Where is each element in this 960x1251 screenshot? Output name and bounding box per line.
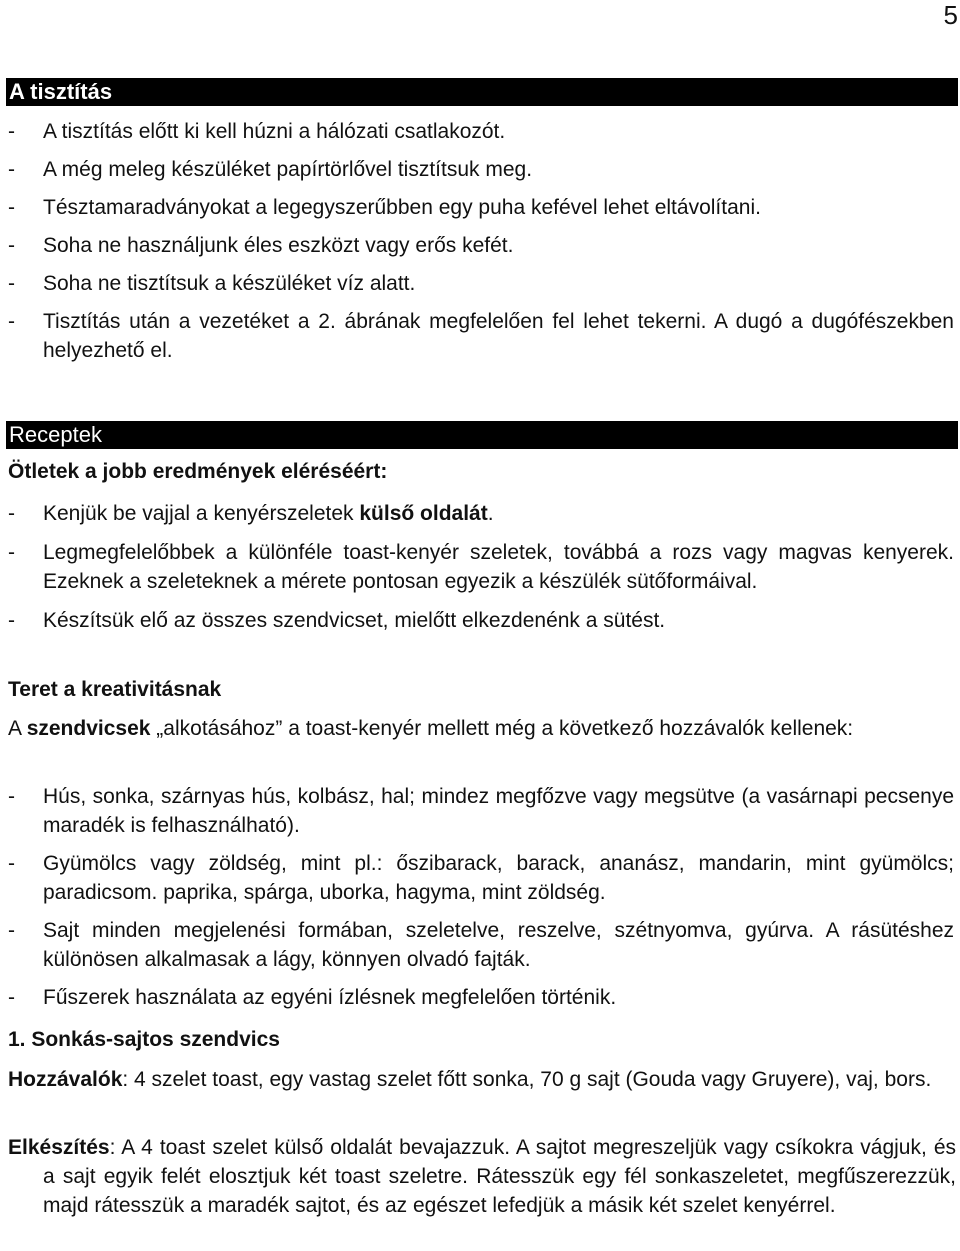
recipe-ingredients: Hozzávalók: 4 szelet toast, egy vastag szelet főtt sonka, 70 g sajt (Gouda vagy Gruyere), vaj, bors. — [8, 1068, 932, 1091]
tips-list — [0, 499, 956, 635]
list-item: - Soha ne tisztítsuk a készüléket víz alatt. — [8, 272, 416, 295]
list-item: - A tisztítás előtt ki kell húzni a hálózati csatlakozót. — [8, 120, 506, 143]
page-number: 5 — [943, 0, 958, 30]
list-item: - Fűszerek használata az egyéni ízlésnek megfelelően történik. — [8, 986, 617, 1009]
section-header-recipes: Receptek — [6, 421, 958, 449]
creativity-heading: Teret a kreativitásnak — [8, 678, 222, 701]
creativity-intro: A szendvicsek „alkotásához” a toast-kenyér mellett még a következő hozzávalók kellenek: — [8, 717, 854, 740]
list-item: - Készítsük elő az összes szendvicset, mielőtt elkezdenénk a sütést. — [8, 609, 666, 632]
list-item: - Tésztamaradványokat a legegyszerűbben egy puha kefével lehet eltávolítani. — [8, 196, 761, 219]
list-item: - Hús, sonka, szárnyas hús, kolbász, hal; mindez megfőzve vagy megsütve (a vasárnapi pecsenye maradék is felhasználható). — [8, 785, 954, 837]
list-item: - Gyümölcs vagy zöldség, mint pl.: őszibarack, barack, ananász, mandarin, mint gyümölcs; paradicsom. paprika, spárga, uborka, hagyma, mint zöldség. — [8, 852, 954, 904]
cleaning-list — [0, 117, 956, 365]
recipe-title: 1. Sonkás-sajtos szendvics — [8, 1028, 280, 1051]
list-item: - Legmegfelelőbbek a különféle toast-kenyér szeletek, továbbá a rozs vagy magvas kenyerek. Ezeknek a szeleteknek a mérete pontosan egyezik a készülék sütőformáival. — [8, 541, 954, 593]
list-item: - Kenjük be vajjal a kenyérszeletek külső oldalát. — [8, 502, 494, 525]
section-header-cleaning: A tisztítás — [6, 78, 958, 106]
tips-heading: Ötletek a jobb eredmények eléréséért: — [8, 460, 388, 483]
list-item: - Sajt minden megjelenési formában, szeletelve, reszelve, szétnyomva, gyúrva. A rásütéshez különösen alkalmasak a lágy, könnyen olvadó fajták. — [8, 919, 954, 971]
list-item: - A még meleg készüléket papírtörlővel tisztítsuk meg. — [8, 158, 533, 181]
recipe-preparation: Elkészítés: A 4 toast szelet külső oldalát bevajazzuk. A sajtot megreszeljük vagy csíkokra vágjuk, és a sajt egyik felét elosztjuk két toast szeletre. Rátesszük egy fél sonkaszeletet, megfűszerezzük, majd rátesszük a maradék sajtot, és az egészet lefedjük a másik két szelet kenyérrel. — [8, 1136, 956, 1217]
list-item: - Soha ne használjunk éles eszközt vagy erős kefét. — [8, 234, 514, 257]
ingredients-list — [0, 782, 956, 1012]
list-item: - Tisztítás után a vezetéket a 2. ábrának megfelelően fel lehet tekerni. A dugó a dugófészekben helyezhető el. — [8, 310, 954, 362]
